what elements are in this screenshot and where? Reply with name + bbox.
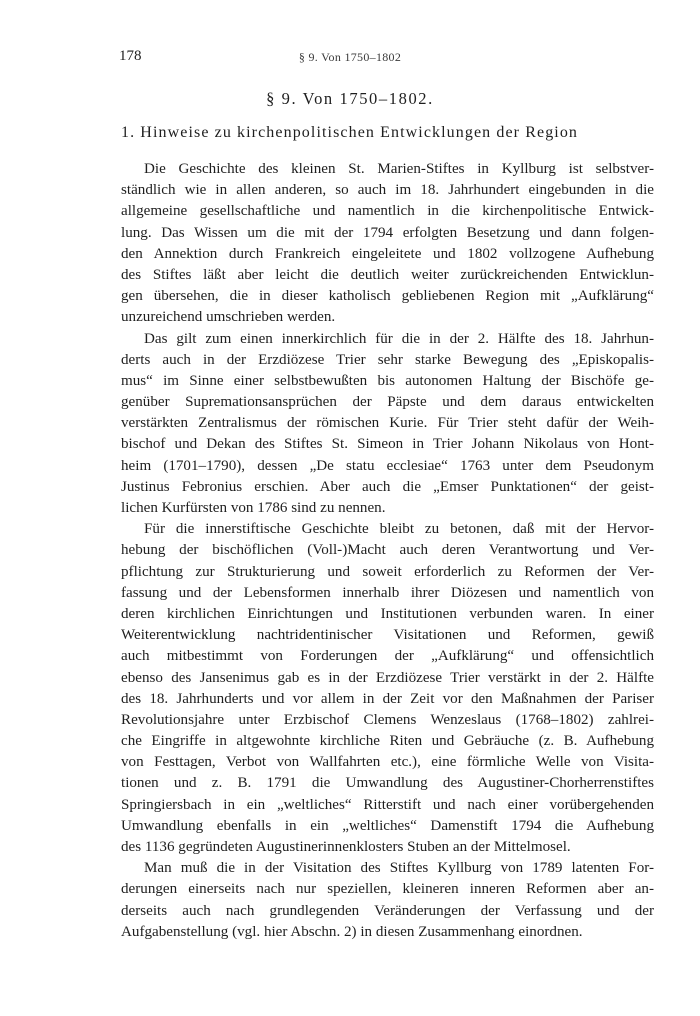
body-line: Justinus Febronius erschien. Aber auch die „Emser Punktationen“ der geist- bbox=[121, 478, 654, 495]
body-line: derts auch in der Erzdiözese Trier sehr starke Bewegung des „Episkopalis- bbox=[121, 351, 654, 368]
body-line: deren kirchlichen Einrichtungen und Institutionen verbunden waren. In einer bbox=[121, 605, 654, 622]
section-title: § 9. Von 1750–1802. bbox=[266, 89, 434, 108]
body-line: Man muß die in der Visitation des Stiftes Kyllburg von 1789 latenten For- bbox=[144, 860, 654, 877]
body-line: mus“ im Sinne einer selbstbewußten bis autonomen Haltung der Bischöfe ge- bbox=[121, 372, 654, 389]
body-line: verstärkten Zentralismus der römischen Kurie. Für Trier steht dafür der Weih- bbox=[121, 415, 654, 432]
body-line: Weiterentwicklung nachtridentinischer Visitationen und Reformen, gewiß bbox=[121, 627, 654, 644]
body-line: auch mitbestimmt von Forderungen der „Aufklärung“ und offensichtlich bbox=[121, 648, 654, 665]
subsection-title: 1. Hinweise zu kirchenpolitischen Entwicklungen der Region bbox=[121, 124, 579, 141]
body-line: des 1136 gegründeten Augustinerinnenklosters Stuben an der Mittelmosel. bbox=[121, 839, 571, 855]
body-line: heim (1701–1790), dessen „De statu ecclesiae“ 1763 unter dem Pseudonym bbox=[121, 457, 654, 474]
body-line: unzureichend umschrieben werden. bbox=[121, 309, 336, 326]
body-line: ständlich wie in allen anderen, so auch im 18. Jahrhundert eingebunden in die bbox=[121, 182, 654, 199]
body-text bbox=[121, 159, 654, 943]
body-line: den Annektion durch Frankreich eingeleitete und 1802 vollzogene Aufhebung bbox=[121, 245, 654, 262]
body-line: Aufgabenstellung (vgl. hier Abschn. 2) in diesen Zusammenhang einordnen. bbox=[121, 923, 583, 940]
running-head: § 9. Von 1750–1802 bbox=[298, 50, 402, 64]
body-line: von Festtagen, Verbot von Wallfahrten etc.), eine förmliche Welle von Visita- bbox=[121, 754, 654, 771]
body-line: Springiersbach in ein „weltliches“ Ritterstift und nach einer vorübergehenden bbox=[121, 796, 654, 813]
body-line: tionen und z. B. 1791 die Umwandlung des Augustiner-Chorherrenstiftes bbox=[121, 775, 654, 792]
body-line: allgemeine gesellschaftliche und namentlich in die kirchenpolitische Entwick- bbox=[121, 203, 654, 220]
body-line: derseits auch nach grundlegenden Veränderungen der Verfassung und der bbox=[121, 902, 654, 919]
body-line: lichen Kurfürsten von 1786 sind zu nennen. bbox=[121, 500, 386, 516]
body-line: Umwandlung ebenfalls in ein „weltliches“ Damenstift 1794 die Aufhebung bbox=[121, 817, 654, 834]
body-line: gen übersehen, die in dieser katholisch gebliebenen Region mit „Aufklärung“ bbox=[121, 288, 654, 305]
body-line: Revolutionsjahre unter Erzbischof Clemens Wenzeslaus (1768–1802) zahlrei- bbox=[121, 711, 654, 728]
body-line: che Eingriffe in altgewohnte kirchliche Riten und Gebräuche (z. B. Aufhebung bbox=[121, 733, 654, 750]
body-line: hebung der bischöflichen (Voll-)Macht auch deren Verantwortung und Ver- bbox=[121, 542, 654, 559]
body-line: Für die innerstiftische Geschichte bleibt zu betonen, daß mit der Hervor- bbox=[144, 521, 654, 538]
body-line: des 18. Jahrhunderts und vor allem in der Zeit vor den Maßnahmen der Pariser bbox=[121, 690, 654, 707]
body-line: Die Geschichte des kleinen St. Marien-Stiftes in Kyllburg ist selbstver- bbox=[144, 161, 654, 177]
body-line: fassung und der Lebensformen innerhalb ihrer Diözesen und namentlich von bbox=[121, 584, 654, 601]
body-line: lung. Das Wissen um die mit der 1794 erfolgten Besetzung und dann folgen- bbox=[121, 224, 654, 241]
body-line: derungen einerseits nach nur speziellen, kleineren inneren Reformen aber an- bbox=[121, 881, 654, 898]
page-number: 178 bbox=[119, 48, 142, 64]
body-line: pflichtung zur Strukturierung und soweit erforderlich zu Reformen der Ver- bbox=[121, 563, 654, 580]
body-line: bischof und Dekan des Stiftes St. Simeon in Trier Johann Nikolaus von Hont- bbox=[121, 436, 654, 453]
body-line: Das gilt zum einen innerkirchlich für die in der 2. Hälfte des 18. Jahrhun- bbox=[144, 330, 654, 347]
body-line: genüber Supremationsansprüchen der Päpste und dem daraus entwickelten bbox=[121, 394, 654, 411]
body-line: ebenso des Jansenimus gab es in der Erzdiözese Trier verstärkt in der 2. Hälfte bbox=[121, 669, 654, 686]
body-line: des Stiftes läßt aber leicht die deutlich weiter zurückreichenden Entwicklun- bbox=[121, 266, 654, 283]
